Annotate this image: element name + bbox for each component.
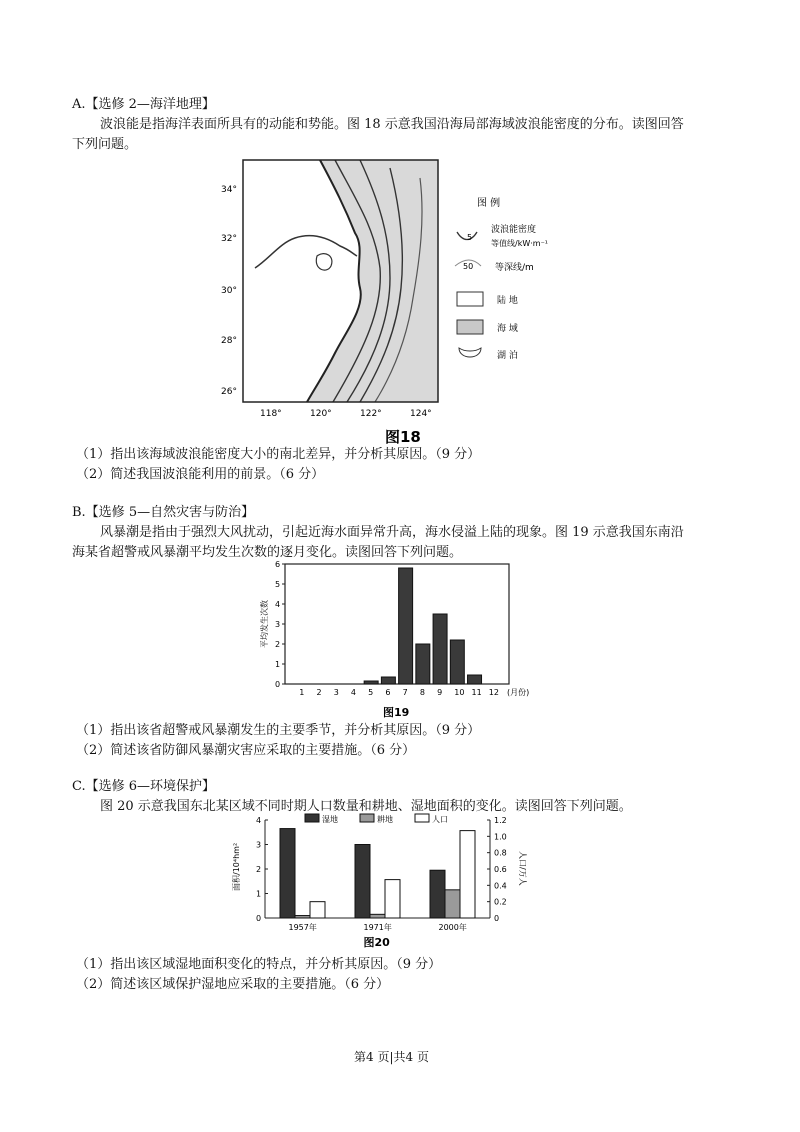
chart20-ytick-right-label: 0.4	[494, 881, 507, 891]
section-b-question-2: （2）简述该省防御风暴潮灾害应采取的主要措施。（6 分）	[76, 743, 416, 758]
lon-label-118: 118°	[260, 409, 282, 419]
chart20-ytick-left-label: 4	[256, 816, 262, 825]
chart19-bar	[468, 675, 482, 684]
section-c-question-2: （2）简述该区域保护湿地应采取的主要措施。（6 分）	[76, 977, 390, 992]
figure-18-caption: 图18	[385, 428, 421, 446]
chart20-bar	[295, 916, 310, 918]
chart20-bar	[445, 890, 460, 918]
chart19-caption: 图19	[383, 706, 410, 719]
section-b-heading: B.【选修 5—自然灾害与防治】	[72, 505, 255, 520]
chart19-bar	[450, 640, 464, 684]
chart20-bar	[430, 870, 445, 918]
chart19-ylabel: 平均发生次数	[260, 600, 269, 648]
chart20-bar	[370, 914, 385, 918]
chart20-legend-swatch	[415, 814, 429, 822]
figure-18-map	[215, 158, 595, 448]
chart19-xtick-label: 10	[454, 688, 465, 697]
lon-label-120: 120°	[310, 409, 332, 419]
chart20-legend-label: 湿地	[322, 815, 338, 824]
chart19-bar	[416, 644, 430, 684]
legend-depth-sample: 50	[463, 262, 474, 271]
legend-sea: 海 域	[497, 324, 518, 334]
chart20-ytick-right-label: 0.6	[494, 865, 507, 874]
chart20-ytick-right-label: 1.0	[494, 832, 507, 842]
chart20-ytick-right-label: 0	[494, 914, 500, 923]
chart20-legend-swatch	[305, 814, 319, 822]
chart20-bar	[280, 829, 295, 918]
legend-isoline-sample: 5	[467, 233, 473, 242]
legend-title: 图 例	[477, 198, 501, 209]
chart20-xtick-label: 1971年	[363, 923, 392, 932]
figure-20-chart	[225, 812, 545, 957]
lat-label-26: 26°	[221, 387, 237, 397]
chart20-ytick-right-label: 0.8	[494, 848, 507, 858]
chart20-legend-label: 耕地	[377, 815, 393, 824]
legend-depth: 等深线/m	[495, 263, 534, 273]
chart20-xtick-label: 1957年	[288, 923, 317, 932]
lat-label-30: 30°	[221, 286, 237, 296]
chart19-ytick-label: 5	[275, 580, 281, 589]
lon-label-122: 122°	[360, 409, 382, 419]
chart19-bar	[381, 677, 395, 684]
section-c-intro-line1: 图 20 示意我国东北某区域不同时期人口数量和耕地、湿地面积的变化。读图回答下列问题。	[100, 799, 632, 814]
chart20-bar	[460, 831, 475, 918]
chart20-legend-swatch	[360, 814, 374, 822]
chart19-ytick-label: 3	[275, 620, 281, 629]
chart19-xtick-label: 3	[333, 688, 339, 697]
chart19-ytick-label: 0	[275, 680, 281, 689]
chart19-xtick-label: 2	[316, 688, 322, 697]
lat-label-32: 32°	[221, 234, 237, 244]
lon-label-124: 124°	[410, 409, 432, 419]
section-c-heading: C.【选修 6—环境保护】	[72, 779, 216, 794]
chart19-frame	[285, 564, 509, 684]
legend-wave-density-unit: 等值线/kW·m⁻¹	[491, 239, 549, 248]
chart19-bar	[433, 614, 447, 684]
section-a-intro-line1: 波浪能是指海洋表面所具有的动能和势能。图 18 示意我国沿海局部海域波浪能密度的分布。读图回答	[100, 117, 684, 132]
chart20-caption: 图20	[363, 936, 390, 949]
chart20-ytick-left-label: 0	[256, 914, 262, 923]
section-a-heading: A.【选修 2—海洋地理】	[72, 97, 215, 112]
chart19-xtick-label: 12	[488, 688, 499, 697]
chart19-ytick-label: 4	[275, 600, 281, 609]
chart20-bar	[385, 880, 400, 918]
chart19-ytick-label: 2	[275, 640, 281, 649]
chart20-bar	[310, 902, 325, 918]
figure-19-chart	[255, 556, 530, 724]
section-b-question-1: （1）指出该省超警戒风暴潮发生的主要季节，并分析其原因。（9 分）	[76, 723, 481, 738]
legend-wave-density: 波浪能密度	[491, 225, 537, 235]
chart20-ylabel-right: 人口/万人	[518, 851, 527, 886]
section-b-intro-line2: 海某省超警戒风暴潮平均发生次数的逐月变化。读图回答下列问题。	[72, 545, 463, 560]
chart19-xtick-label: 9	[437, 688, 443, 697]
chart19-xtick-label: 5	[368, 688, 374, 697]
chart20-ylabel-left: 面积/10⁴hm²	[232, 842, 241, 891]
lat-label-34: 34°	[221, 185, 237, 195]
chart20-bar	[355, 845, 370, 919]
chart19-ytick-label: 1	[275, 660, 281, 669]
chart20-legend-label: 人口	[432, 815, 448, 824]
chart19-bar	[364, 681, 378, 684]
chart20-ytick-right-label: 0.2	[494, 897, 507, 907]
chart20-ytick-left-label: 3	[256, 840, 262, 850]
chart19-xtick-label: 11	[471, 688, 482, 697]
section-a-question-2: （2）简述我国波浪能利用的前景。（6 分）	[76, 467, 325, 482]
section-a-question-1: （1）指出该海域波浪能密度大小的南北差异，并分析其原因。（9 分）	[76, 447, 481, 462]
chart19-ytick-label: 6	[275, 560, 281, 569]
chart20-xtick-label: 2000年	[438, 923, 467, 932]
legend-lake: 湖 泊	[497, 351, 518, 361]
chart20-ytick-right-label: 1.2	[494, 816, 507, 825]
chart19-xtick-label: 4	[350, 688, 357, 697]
chart19-xtick-label: 1	[299, 688, 305, 697]
legend-land: 陆 地	[497, 296, 518, 306]
chart20-ytick-left-label: 1	[256, 889, 262, 899]
section-c-question-1: （1）指出该区域湿地面积变化的特点，并分析其原因。（9 分）	[76, 957, 442, 972]
chart19-xtick-label: 8	[419, 688, 425, 697]
chart19-xtick-label: 6	[385, 688, 391, 697]
chart19-bar	[399, 568, 413, 684]
chart19-xunit: (月份)	[507, 688, 530, 697]
section-b-intro-line1: 风暴潮是指由于强烈大风扰动，引起近海水面异常升高，海水侵溢上陆的现象。图 19 示意我国东南沿	[100, 525, 684, 540]
section-a-intro-line2: 下列问题。	[72, 137, 138, 152]
page-footer: 第4 页|共4 页	[354, 1050, 429, 1064]
chart19-xtick-label: 7	[402, 688, 408, 697]
chart20-ytick-left-label: 2	[256, 865, 262, 874]
lat-label-28: 28°	[221, 336, 237, 346]
